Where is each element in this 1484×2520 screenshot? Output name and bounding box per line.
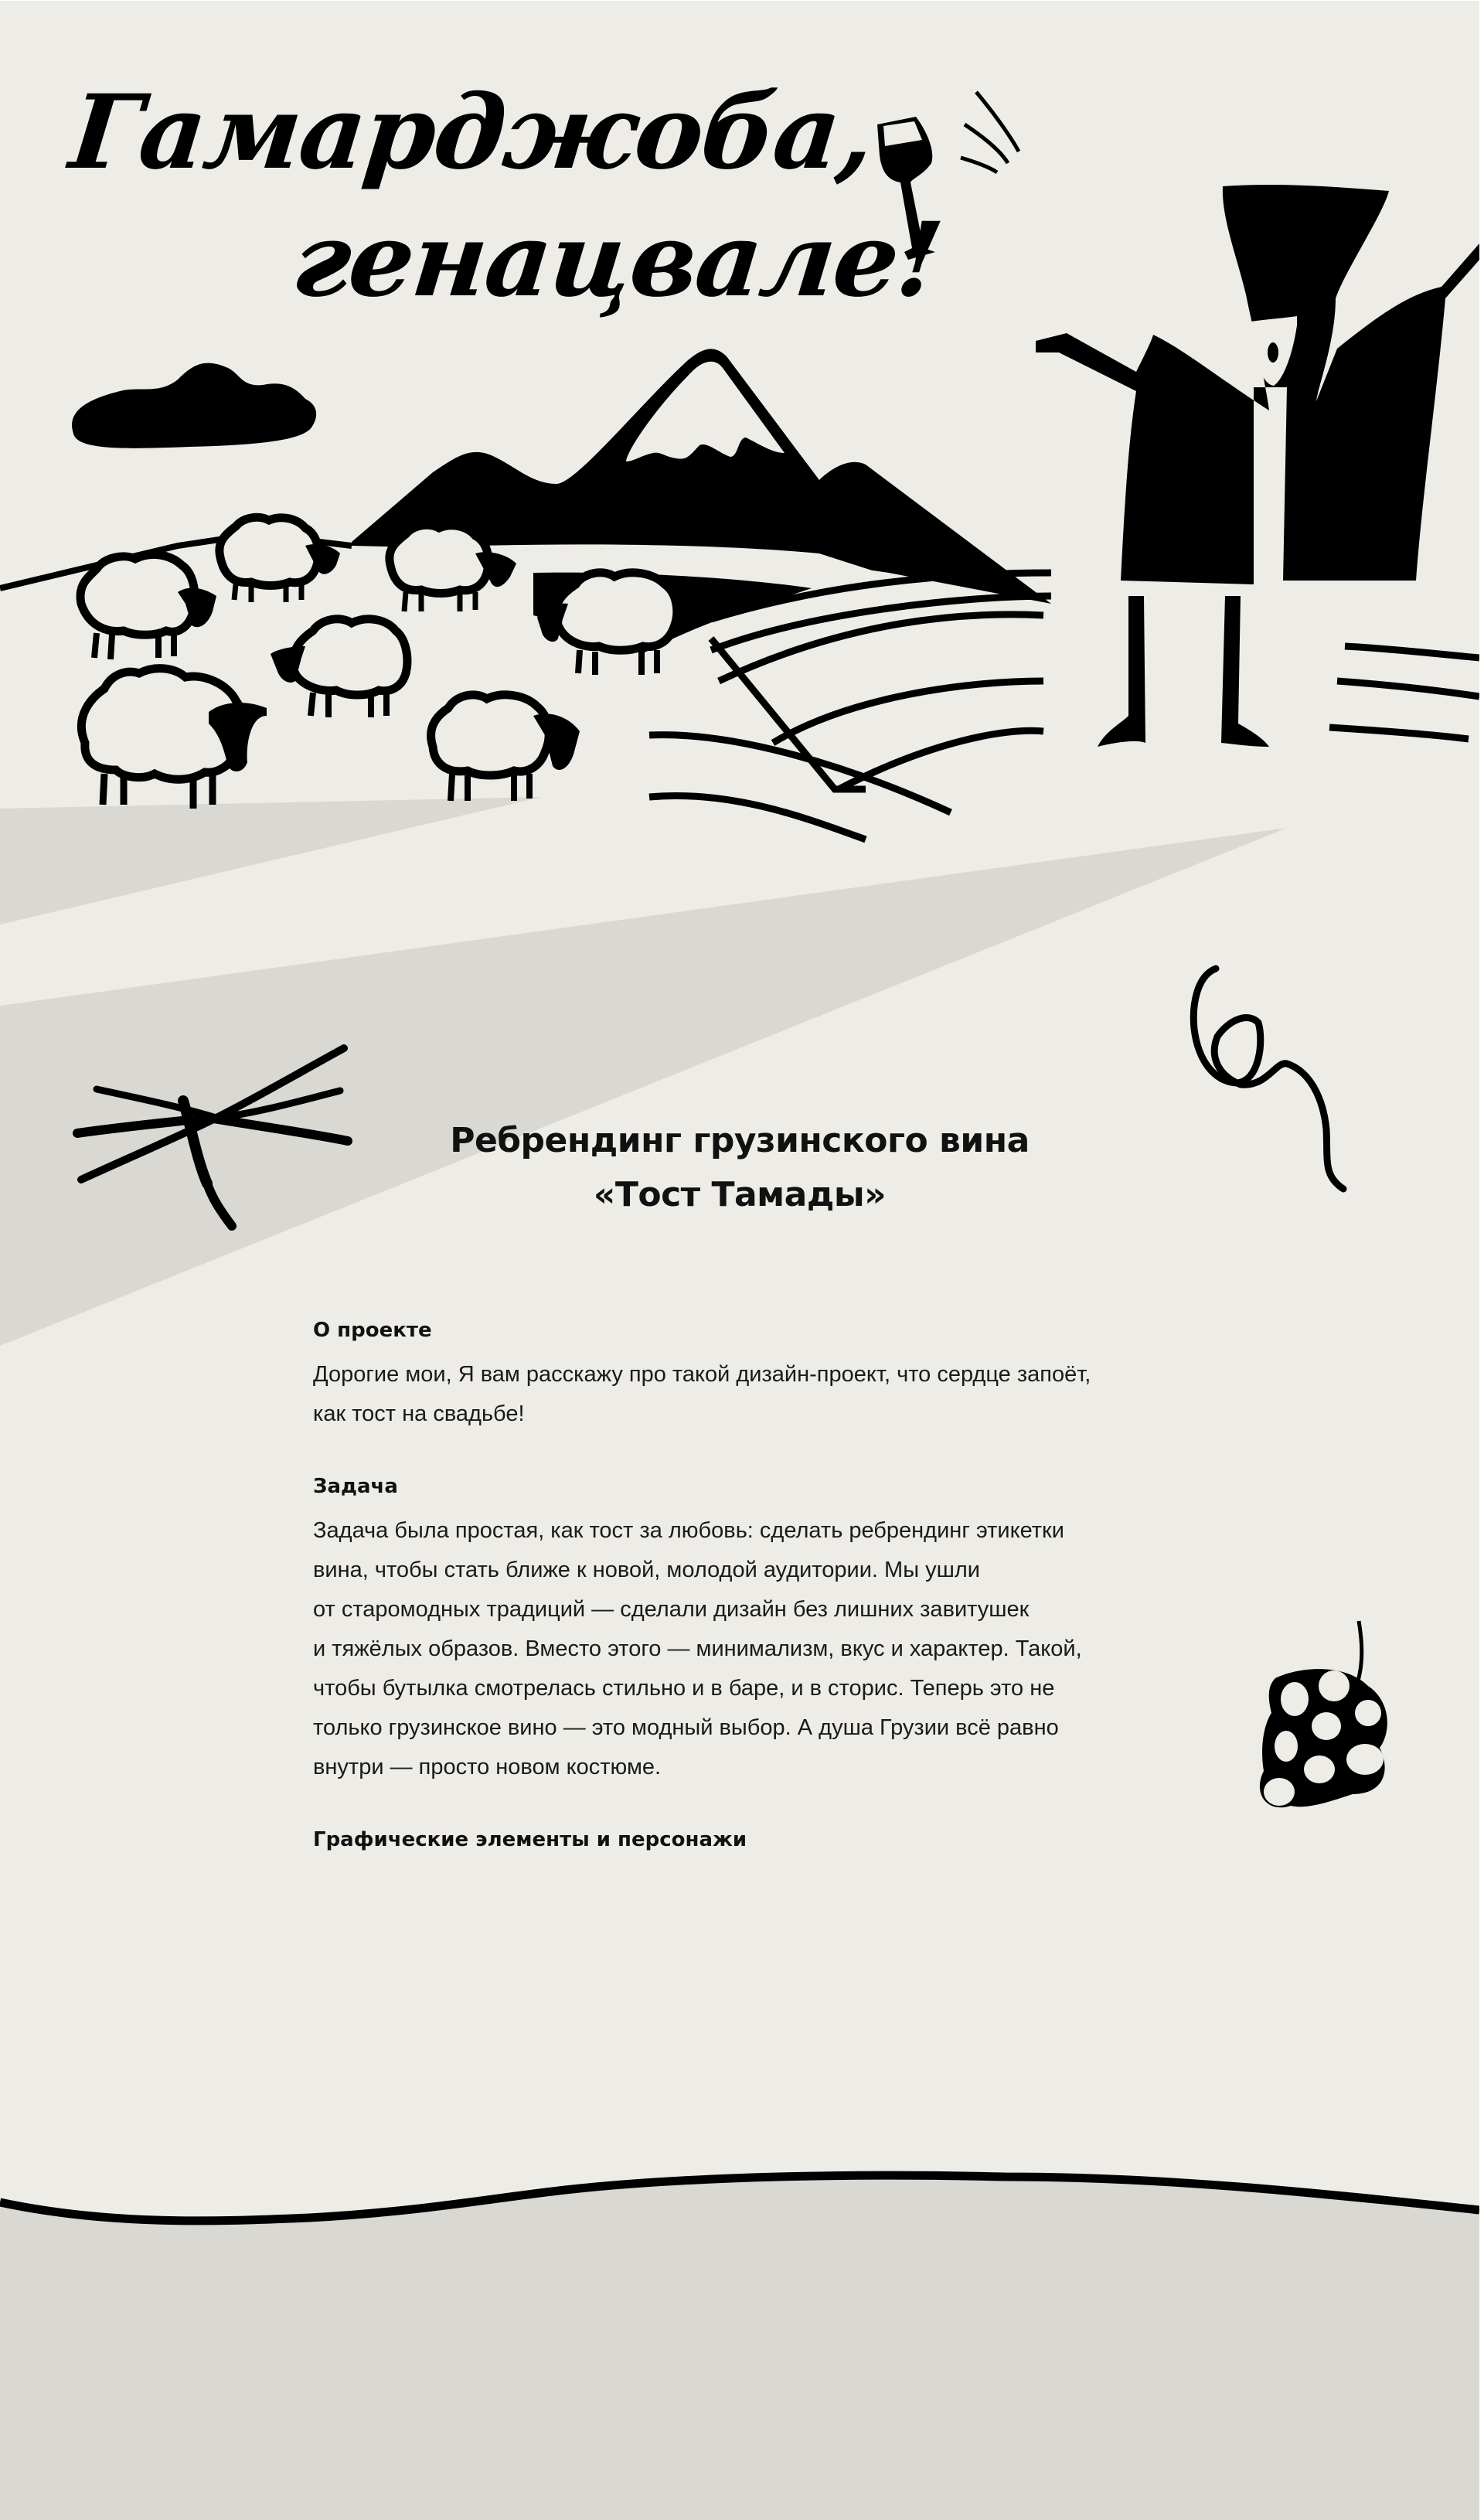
body-line: как тост на свадьбе! [313,1401,525,1426]
body-line: Дорогие мои, Я вам расскажу про такой дизайн-проект, что сердце запоёт, [313,1362,1091,1387]
body-line: только грузинское вино — это модный выбор. А душа Грузии всё равно [313,1715,1059,1740]
section-heading: Графические элементы и персонажи [313,1828,747,1851]
wave-divider [0,1,1479,2520]
section-heading: Задача [313,1475,398,1498]
greeting-line-1: Гамарджоба, [64,73,880,192]
body-line: внутри — просто новом костюме. [313,1755,662,1779]
project-title-line-2: «Тост Тамады» [593,1175,887,1214]
body-line: и тяжёлых образов. Вместо этого — минимализм, вкус и характер. Такой, [313,1636,1082,1661]
body-line: от старомодных традиций — сделали дизайн без лишних завитушек [313,1597,1030,1622]
page [0,1,1479,2520]
body-line: Задача была простая, как тост за любовь: сделать ребрендинг этикетки [313,1518,1064,1543]
section-heading: О проекте [313,1319,432,1342]
greeting-line-2: генацвале! [287,200,947,320]
body-line: вина, чтобы стать ближе к новой, молодой аудитории. Мы ушли [313,1558,980,1582]
body-line: чтобы бутылка смотрелась стильно и в баре, и в сторис. Теперь это не [313,1676,1055,1701]
project-title-line-1: Ребрендинг грузинского вина [450,1121,1030,1160]
